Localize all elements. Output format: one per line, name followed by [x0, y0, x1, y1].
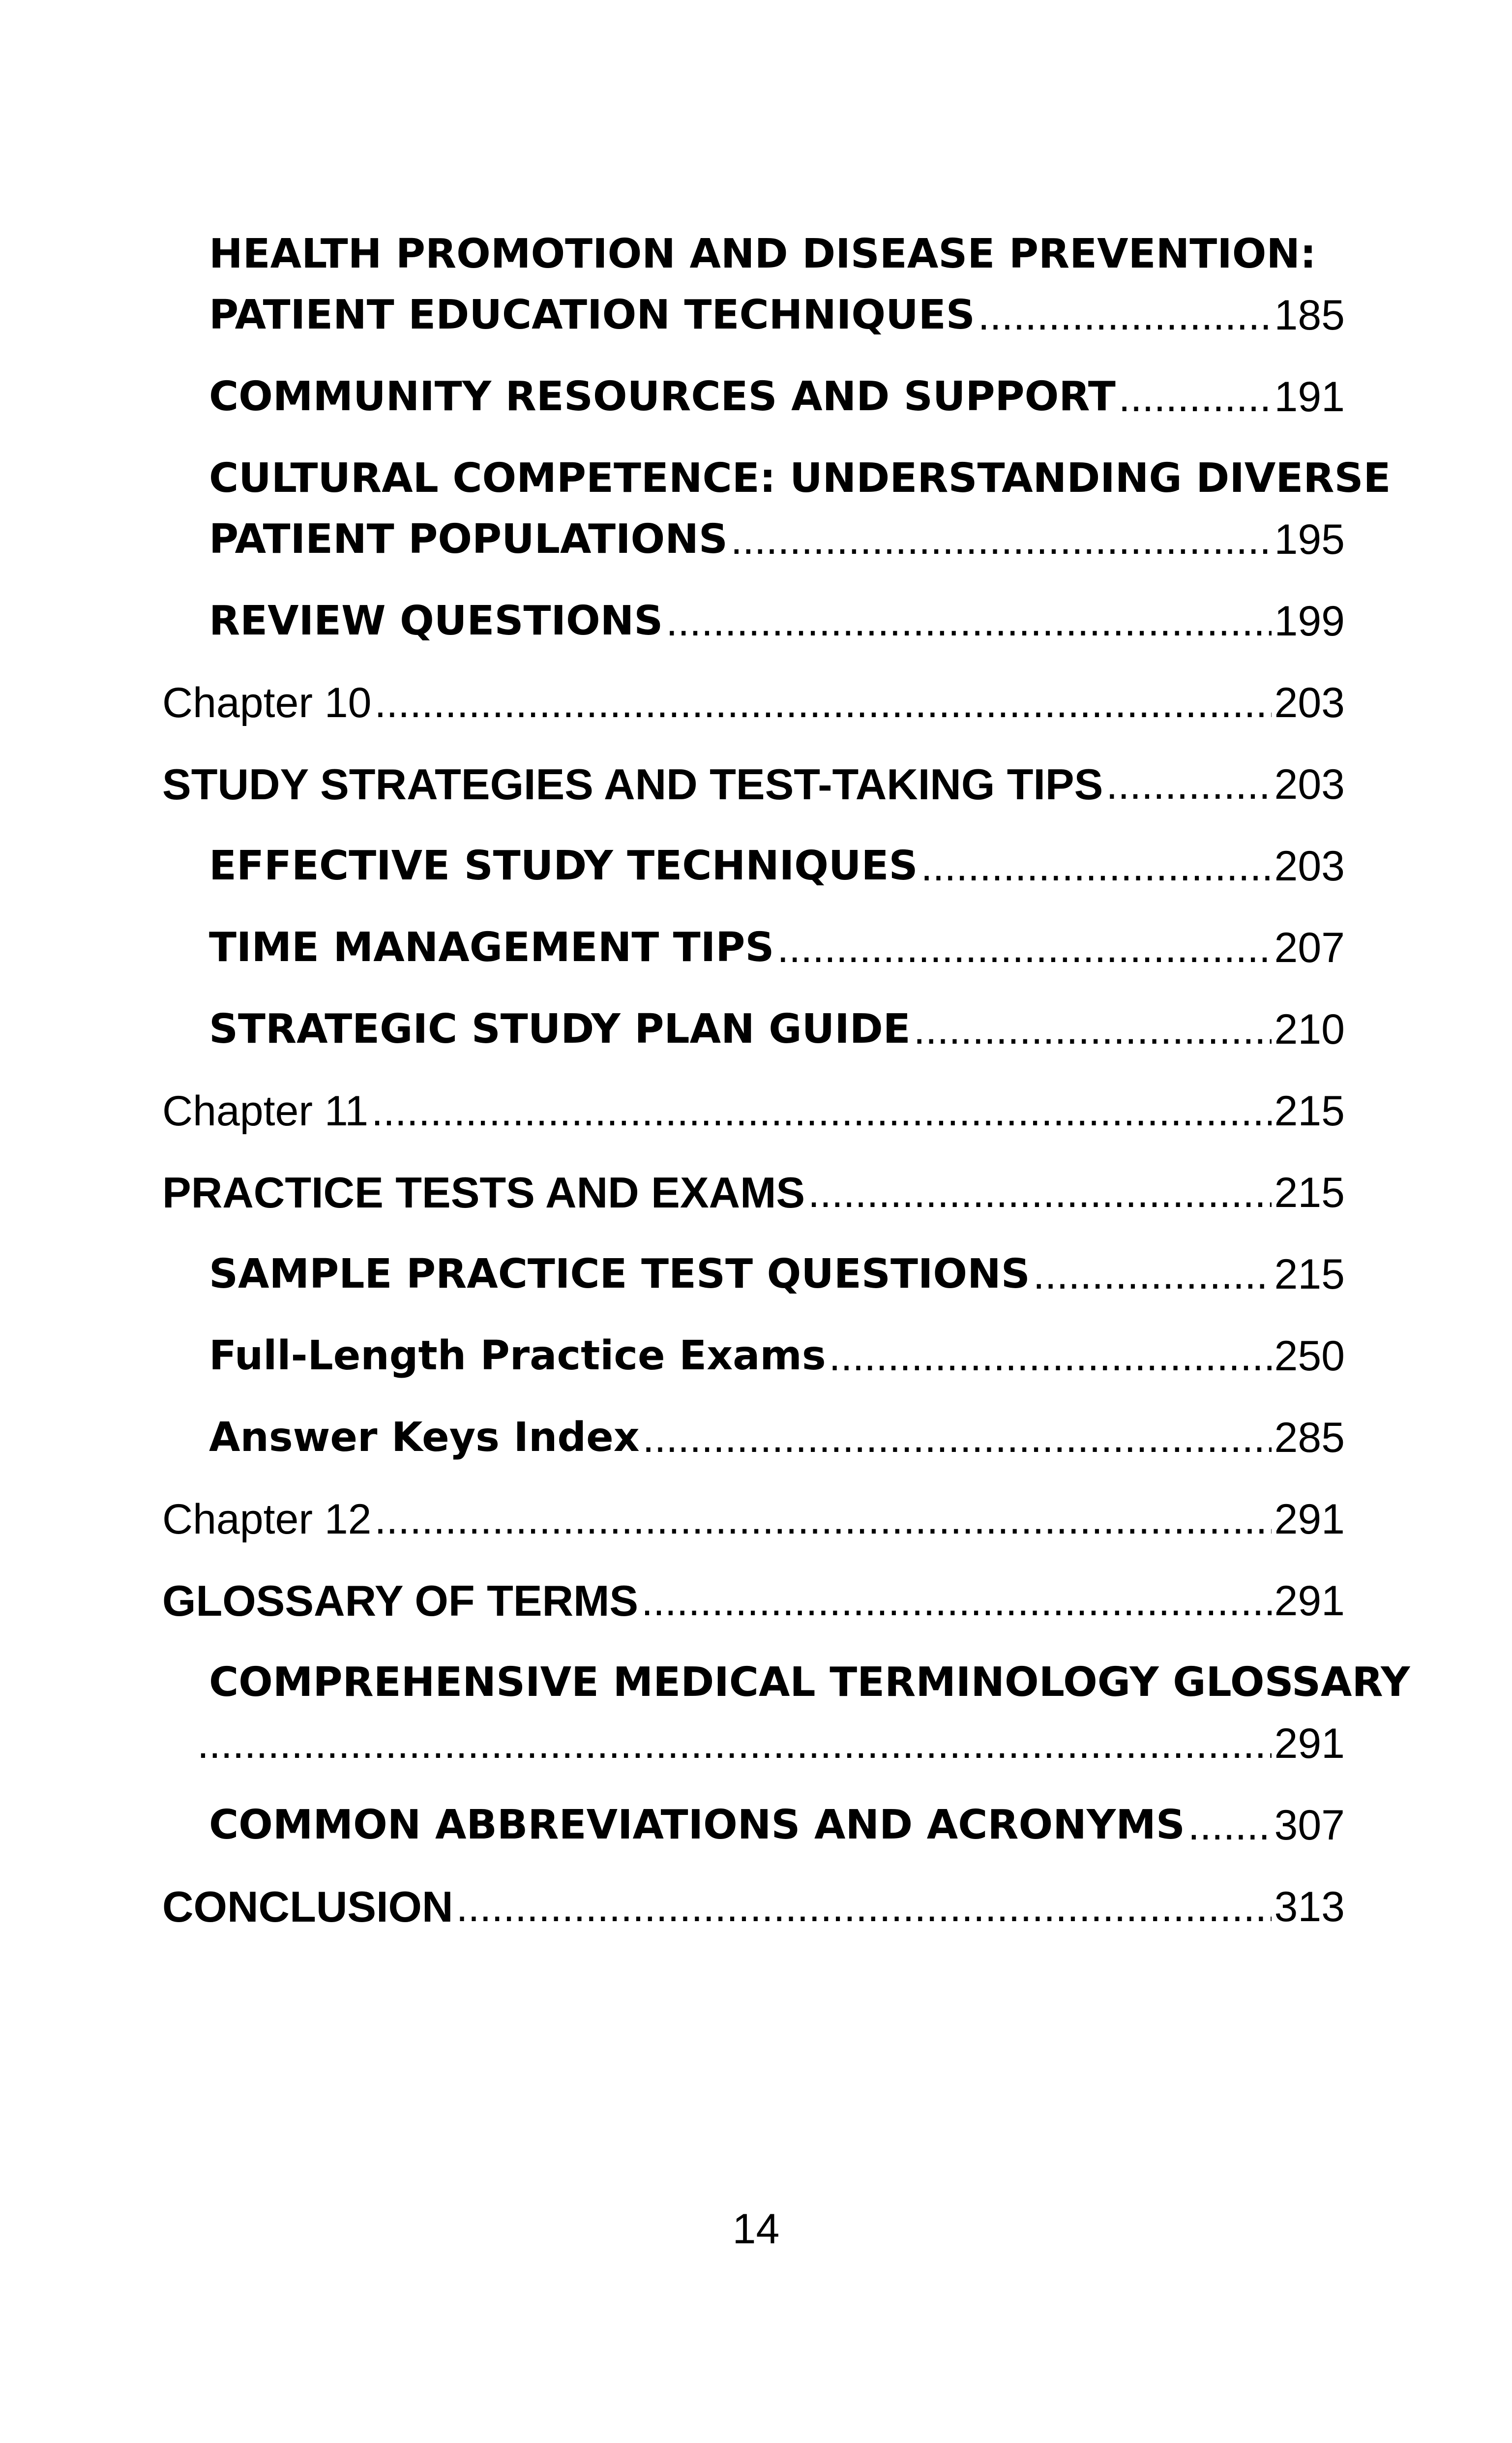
toc-entry-page-number: 203	[1274, 761, 1345, 808]
toc-entry-sub[interactable]	[162, 1244, 1345, 1305]
toc-entry-title: EFFECTIVE STUDY TECHNIQUES	[209, 843, 918, 889]
toc-entry-title-line: COMPREHENSIVE MEDICAL TERMINOLOGY GLOSSARY	[209, 1659, 1410, 1706]
toc-entry-page-number: 291	[1274, 1720, 1345, 1767]
toc-entry-title: Chapter 11	[162, 1087, 369, 1135]
dot-leader	[371, 1081, 1271, 1142]
toc-entry-chapter[interactable]	[162, 1489, 1345, 1550]
toc-entry-title: PATIENT EDUCATION TECHNIQUES	[209, 292, 975, 338]
dot-leader	[197, 1713, 1272, 1774]
toc-spacer	[162, 1631, 1345, 1652]
toc-entry-page-number: 195	[1274, 516, 1345, 563]
toc-spacer	[162, 1223, 1345, 1244]
toc-entry-title: STRATEGIC STUDY PLAN GUIDE	[209, 1006, 911, 1053]
toc-entry-page-number: 291	[1274, 1496, 1345, 1543]
toc-entry-section[interactable]	[162, 1876, 1345, 1937]
toc-entry-row	[209, 1795, 1345, 1856]
toc-entry-page-number: 215	[1274, 1087, 1345, 1135]
toc-entry-row	[209, 509, 1345, 570]
toc-entry-page-number: 215	[1274, 1169, 1345, 1216]
toc-entry-row	[209, 836, 1345, 897]
toc-entry-title: Chapter 10	[162, 679, 372, 726]
toc-entry-sub[interactable]	[162, 591, 1345, 652]
dot-leader	[456, 1876, 1272, 1937]
toc-entry-title-line: CULTURAL COMPETENCE: UNDERSTANDING DIVERSE	[209, 455, 1391, 502]
toc-entry-sub[interactable]	[162, 999, 1345, 1060]
toc-entry-page-number: 307	[1274, 1802, 1345, 1849]
toc-entry-sub[interactable]	[162, 1795, 1345, 1856]
toc-entry-title: PATIENT POPULATIONS	[209, 516, 728, 563]
toc-spacer	[162, 1550, 1345, 1570]
toc-entry-title: Answer Keys Index	[209, 1414, 640, 1461]
toc-entry-row	[162, 1081, 1345, 1142]
toc-entry-sub[interactable]	[162, 917, 1345, 978]
dot-leader	[1188, 1795, 1272, 1856]
dot-leader	[375, 1489, 1272, 1550]
toc-entry-page-number: 215	[1274, 1251, 1345, 1298]
toc-entry-sub[interactable]	[162, 1652, 1410, 1774]
toc-entry-page-number: 207	[1274, 924, 1345, 971]
toc-spacer	[162, 815, 1345, 836]
toc-spacer	[162, 1468, 1345, 1489]
toc-entry-row	[162, 672, 1345, 733]
toc-entry-row	[162, 1876, 1345, 1937]
dot-leader	[666, 591, 1271, 652]
toc-entry-sub[interactable]	[162, 836, 1345, 897]
toc-entry-row	[162, 1489, 1345, 1550]
toc-entry-title: Chapter 12	[162, 1496, 372, 1543]
toc-entry-section[interactable]	[162, 754, 1345, 815]
toc-entry-row	[209, 591, 1345, 652]
dot-leader	[921, 836, 1272, 897]
toc-entry-row	[162, 1162, 1345, 1223]
toc-entry-title: Full-Length Practice Exams	[209, 1332, 826, 1379]
toc-entry-row	[209, 1407, 1345, 1468]
toc-entry-page-number: 203	[1274, 843, 1345, 890]
toc-spacer	[162, 978, 1345, 999]
toc-entry-page-number: 191	[1274, 373, 1345, 421]
toc-spacer	[162, 1060, 1345, 1081]
toc-entry-page-number: 291	[1274, 1577, 1345, 1625]
toc-entry-page-number: 199	[1274, 598, 1345, 645]
toc-entry-page-number: 250	[1274, 1332, 1345, 1380]
dot-leader	[829, 1326, 1272, 1387]
toc-spacer	[162, 733, 1345, 754]
toc-entry-title: CONCLUSION	[162, 1882, 453, 1931]
dot-leader	[1119, 366, 1272, 427]
toc-entry-row	[162, 1570, 1345, 1631]
page-number: 14	[732, 2205, 780, 2253]
dot-leader	[1033, 1244, 1272, 1305]
dot-leader	[1106, 754, 1271, 815]
toc-entry-row	[209, 917, 1345, 978]
toc-entry-page-number: 285	[1274, 1414, 1345, 1461]
toc-spacer	[162, 1305, 1345, 1326]
toc-entry-sub[interactable]	[162, 448, 1391, 570]
dot-leader	[978, 285, 1272, 346]
toc-entry-row	[209, 1713, 1345, 1774]
toc-entry-sub[interactable]	[162, 1407, 1345, 1468]
toc-entry-title: COMMON ABBREVIATIONS AND ACRONYMS	[209, 1802, 1185, 1848]
toc-entry-row	[162, 754, 1345, 815]
toc-entry-row	[209, 999, 1345, 1060]
dot-leader	[731, 509, 1272, 570]
toc-entry-row	[209, 285, 1345, 346]
toc-spacer	[162, 652, 1345, 672]
toc-entry-sub[interactable]	[162, 1326, 1345, 1387]
toc-entry-sub[interactable]	[162, 366, 1345, 427]
toc-entry-title: COMMUNITY RESOURCES AND SUPPORT	[209, 373, 1116, 420]
dot-leader	[777, 917, 1271, 978]
toc-entry-title: SAMPLE PRACTICE TEST QUESTIONS	[209, 1251, 1030, 1297]
toc-entry-row	[209, 366, 1345, 427]
toc-spacer	[162, 570, 1345, 591]
dot-leader	[641, 1570, 1271, 1631]
dot-leader	[643, 1407, 1272, 1468]
toc-entry-section[interactable]	[162, 1570, 1345, 1631]
toc-spacer	[162, 346, 1345, 366]
toc-entry-title: PRACTICE TESTS AND EXAMS	[162, 1168, 805, 1217]
toc-spacer	[162, 1774, 1345, 1795]
toc-entry-page-number: 203	[1274, 679, 1345, 726]
table-of-contents	[162, 224, 1410, 1937]
toc-entry-sub[interactable]	[162, 224, 1345, 346]
dot-leader	[808, 1162, 1271, 1223]
dot-leader	[375, 672, 1272, 733]
toc-entry-chapter[interactable]	[162, 672, 1345, 733]
toc-entry-chapter[interactable]	[162, 1081, 1345, 1142]
toc-entry-row	[209, 1326, 1345, 1387]
toc-entry-title: GLOSSARY OF TERMS	[162, 1576, 639, 1625]
toc-entry-page-number: 185	[1274, 292, 1345, 339]
toc-entry-section[interactable]	[162, 1162, 1345, 1223]
toc-spacer	[162, 897, 1345, 917]
toc-entry-title: TIME MANAGEMENT TIPS	[209, 924, 774, 971]
toc-spacer	[162, 427, 1345, 448]
toc-spacer	[162, 1856, 1345, 1876]
toc-entry-title-line: HEALTH PROMOTION AND DISEASE PREVENTION:	[209, 231, 1316, 277]
toc-entry-page-number: 210	[1274, 1006, 1345, 1053]
dot-leader	[914, 999, 1272, 1060]
toc-spacer	[162, 1142, 1345, 1162]
toc-entry-title: REVIEW QUESTIONS	[209, 598, 663, 644]
toc-spacer	[162, 1387, 1345, 1407]
toc-entry-row	[209, 1244, 1345, 1305]
toc-entry-page-number: 313	[1274, 1883, 1345, 1930]
toc-entry-title: STUDY STRATEGIES AND TEST-TAKING TIPS	[162, 760, 1103, 809]
